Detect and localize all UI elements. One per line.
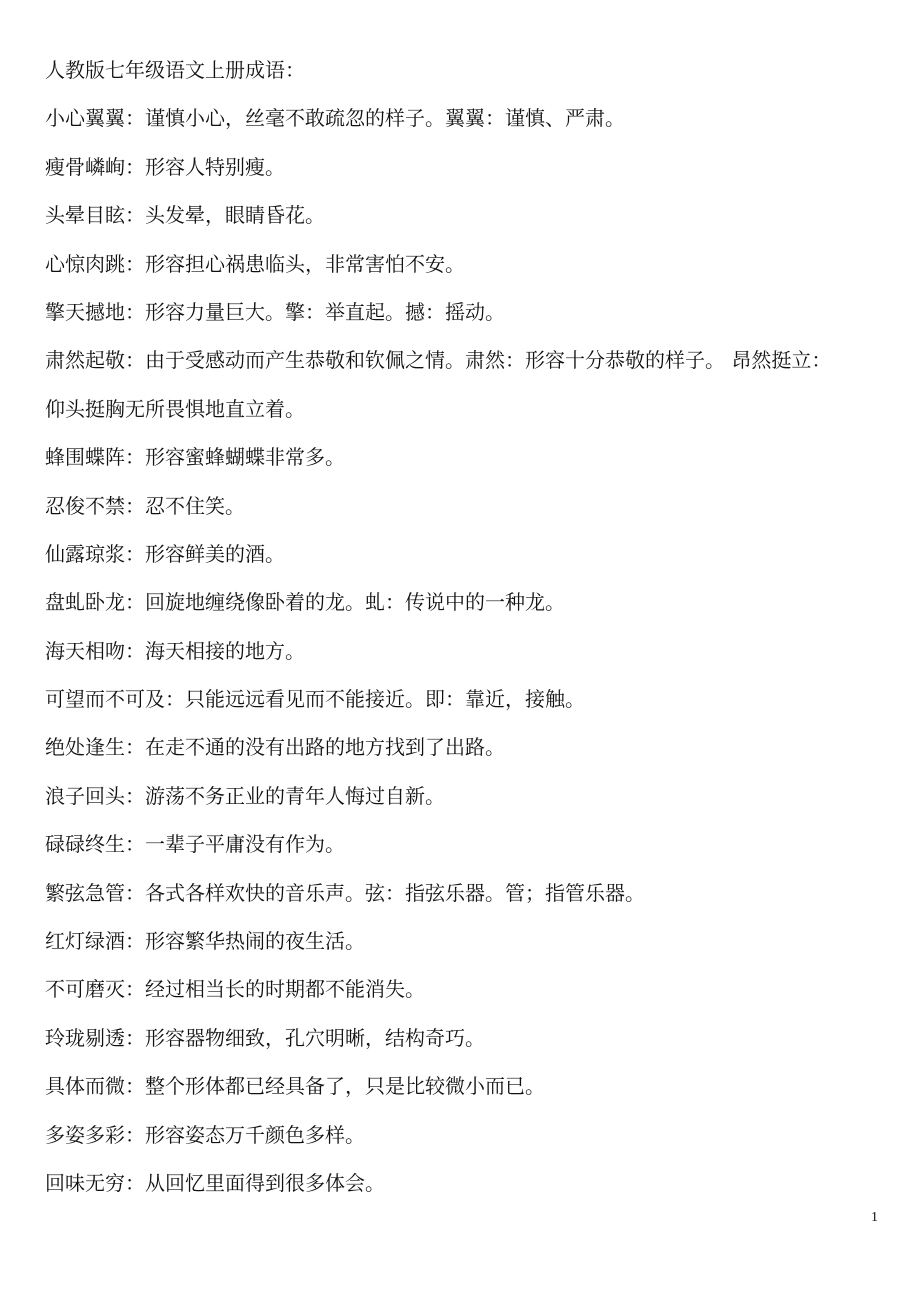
idiom-line: 繁弦急管：各式各样欢快的音乐声。弦：指弦乐器。管；指管乐器。 bbox=[45, 880, 645, 905]
idiom-line: 肃然起敬：由于受感动而产生恭敬和钦佩之情。肃然：形容十分恭敬的样子。 昂然挺立： bbox=[45, 348, 832, 373]
document-page bbox=[45, 46, 880, 1207]
idiom-line: 仙露琼浆：形容鲜美的酒。 bbox=[45, 541, 285, 566]
idiom-line: 红灯绿酒：形容繁华热闹的夜生活。 bbox=[45, 929, 365, 954]
idiom-line: 具体而微：整个形体都已经具备了，只是比较微小而已。 bbox=[45, 1074, 545, 1099]
idiom-line: 回味无穷：从回忆里面得到很多体会。 bbox=[45, 1170, 385, 1195]
idiom-line: 小心翼翼：谨慎小心，丝毫不敢疏忽的样子。翼翼：谨慎、严肃。 bbox=[45, 106, 625, 131]
idiom-line: 碌碌终生：一辈子平庸没有作为。 bbox=[45, 832, 345, 857]
idiom-line: 多姿多彩：形容姿态万千颜色多样。 bbox=[45, 1122, 365, 1147]
document-title: 人教版七年级语文上册成语： bbox=[45, 58, 305, 82]
idiom-line: 玲珑剔透：形容器物细致，孔穴明晰，结构奇巧。 bbox=[45, 1025, 485, 1050]
idiom-line: 瘦骨嶙峋：形容人特别瘦。 bbox=[45, 154, 285, 179]
idiom-line: 盘虬卧龙：回旋地缠绕像卧着的龙。虬：传说中的一种龙。 bbox=[45, 590, 565, 615]
idiom-line: 浪子回头：游荡不务正业的青年人悔过自新。 bbox=[45, 783, 445, 808]
page-number: 1 bbox=[871, 1210, 878, 1225]
idiom-line: 擎天撼地：形容力量巨大。擎：举直起。撼：摇动。 bbox=[45, 299, 505, 324]
idiom-line: 仰头挺胸无所畏惧地直立着。 bbox=[45, 396, 305, 421]
idiom-line: 可望而不可及：只能远远看见而不能接近。即：靠近，接触。 bbox=[45, 687, 585, 712]
idiom-line: 忍俊不禁：忍不住笑。 bbox=[45, 493, 245, 518]
idiom-line: 头晕目眩：头发晕，眼睛昏花。 bbox=[45, 203, 325, 228]
idiom-line: 不可磨灭：经过相当长的时期都不能消失。 bbox=[45, 977, 425, 1002]
idiom-line: 蜂围蝶阵：形容蜜蜂蝴蝶非常多。 bbox=[45, 445, 345, 470]
idiom-line: 心惊肉跳：形容担心祸患临头，非常害怕不安。 bbox=[45, 251, 465, 276]
idiom-line: 海天相吻：海天相接的地方。 bbox=[45, 638, 305, 663]
idiom-line: 绝处逢生：在走不通的没有出路的地方找到了出路。 bbox=[45, 735, 505, 760]
